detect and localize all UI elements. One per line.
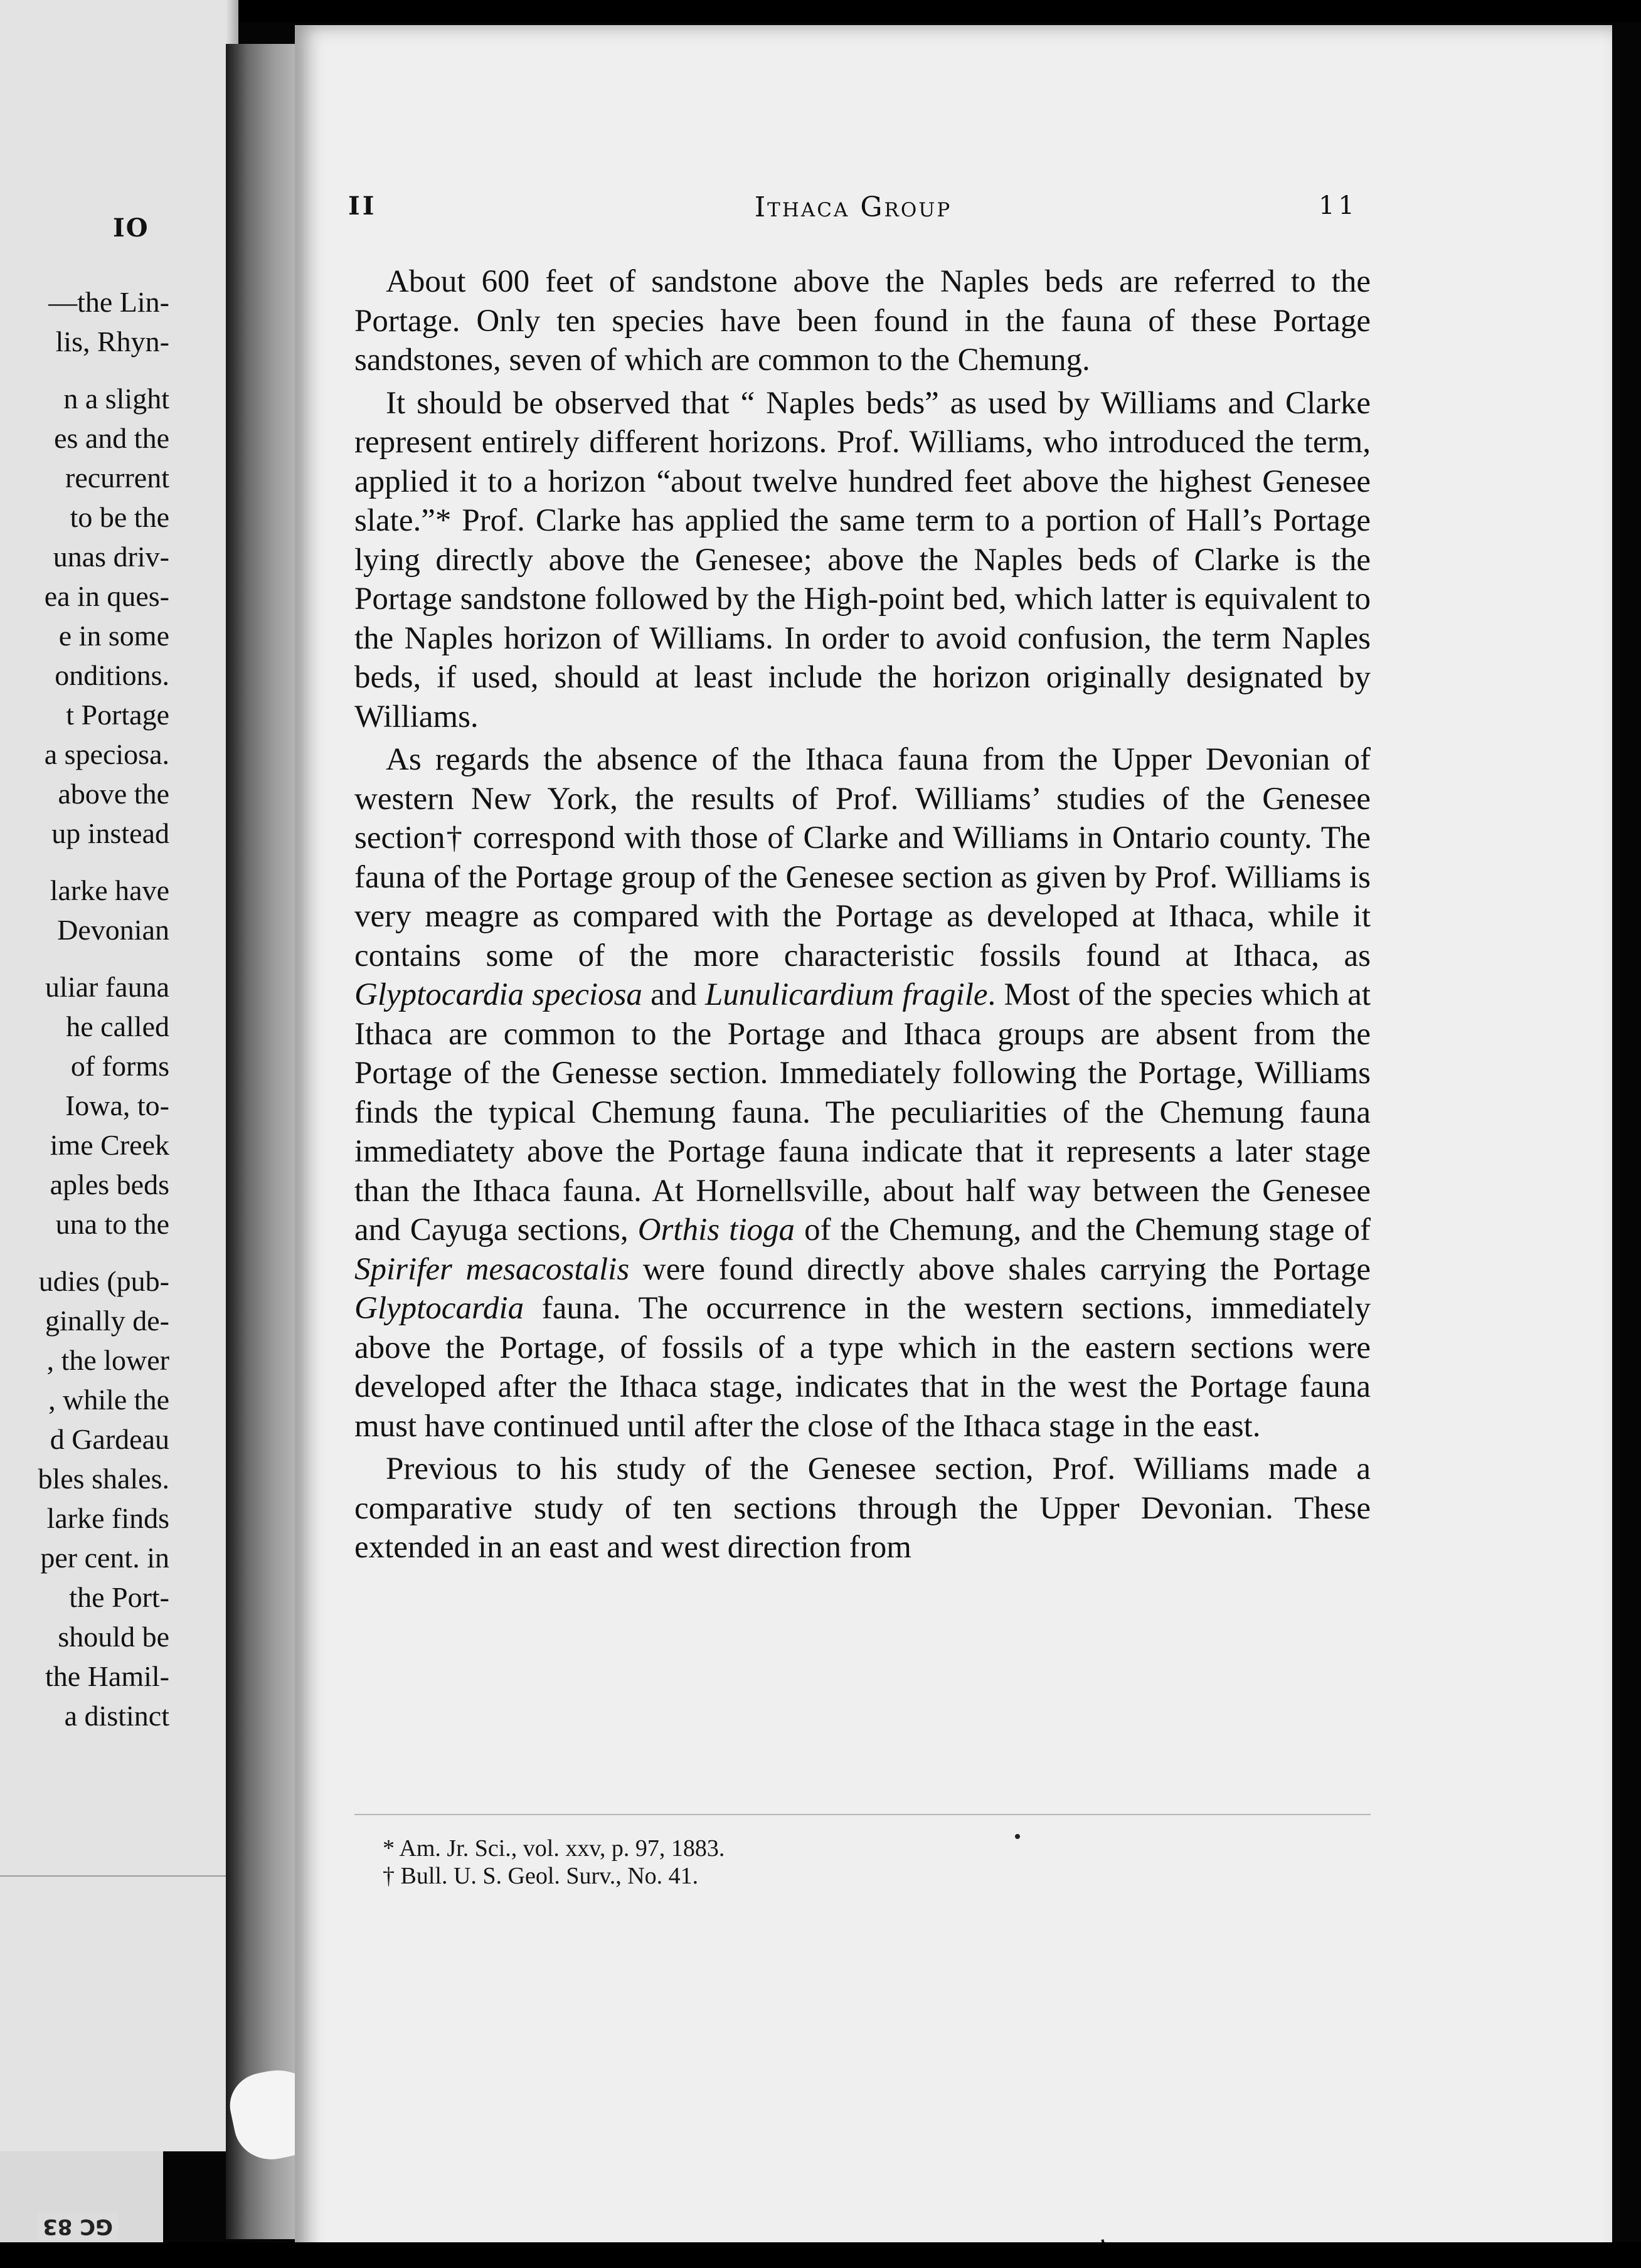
scan-top-border — [0, 0, 1641, 23]
left-page-line: onditions. — [55, 659, 169, 691]
left-page-footnote-rule — [0, 1875, 232, 1877]
left-page-line: ea in ques- — [44, 580, 169, 612]
left-page-line: lis, Rhyn- — [55, 326, 169, 358]
left-page-line: udies (pub- — [38, 1265, 169, 1297]
left-page-line: up instead — [51, 817, 169, 849]
left-page-line: should be — [58, 1621, 169, 1653]
header-section-mark: II — [348, 191, 377, 221]
taxon-name: Orthis tioga — [637, 1212, 795, 1248]
text-run: were found directly above shales carrying the Portage — [629, 1251, 1371, 1287]
left-page-line: unas driv- — [53, 541, 169, 573]
left-page-line: of forms — [70, 1050, 169, 1082]
scan-bottom-border — [0, 2242, 1641, 2268]
text-run: of the Chemung, and the Chemung stage of — [795, 1212, 1371, 1248]
left-page-fragment — [0, 0, 238, 2151]
left-page-line: larke finds — [46, 1502, 169, 1534]
page-number: 11 — [1319, 191, 1358, 220]
left-page-line: the Port- — [69, 1581, 169, 1613]
page-header — [348, 191, 1358, 229]
left-page-text — [0, 282, 169, 1735]
paragraph: Previous to his study of the Genesee section, Prof. Williams made a comparative study of ten sections through the Upper Devonian. These extended in an east and west direction from — [354, 1451, 1371, 1565]
footnotes — [383, 1835, 1261, 1890]
body-text — [354, 262, 1371, 1567]
paragraph: It should be observed that “ Naples beds” as used by Williams and Clarke represent entirely different horizons. Prof. Williams, who introduced the term, applied it to a horizon “about twelve hundred feet above the highest Genesee slate.”* Prof. Clarke has applied the same term to a portion of Hall’s Portage lying directly above the Genesee; above the Naples beds of Clarke is the Portage sandstone followed by the High-point bed, which latter is equivalent to the Naples horizon of Williams. In order to avoid confusion, the term Naples beds, if used, should at least include the horizon originally designated by Williams. — [354, 385, 1371, 734]
taxon-name: Glyptocardia — [354, 1291, 524, 1326]
left-page-line: aples beds — [50, 1168, 169, 1200]
left-page-line: , while the — [48, 1384, 169, 1416]
left-page-line: , the lower — [46, 1344, 169, 1376]
left-page-line: una to the — [55, 1208, 169, 1240]
left-page-line: es and the — [54, 422, 169, 454]
left-page-line: ime Creek — [50, 1129, 169, 1161]
left-page-line: —the Lin- — [48, 286, 169, 318]
left-page-line: the Hamil- — [45, 1660, 169, 1692]
left-page-line: d Gardeau — [50, 1423, 169, 1455]
left-page-line: ginally de- — [45, 1305, 169, 1337]
left-page-line: e in some — [58, 620, 169, 652]
paragraph: About 600 feet of sandstone above the Naples beds are referred to the Portage. Only ten species have been found in the fauna of these Portage sandstones, seven of which are common to the Chemung. — [354, 264, 1371, 378]
left-page-number: IO — [113, 213, 149, 243]
left-page-line: a speciosa. — [44, 738, 169, 770]
left-page-line: Devonian — [57, 914, 169, 946]
left-page-line: a distinct — [64, 1700, 169, 1732]
left-page-line: recurrent — [65, 462, 169, 494]
left-page-line: he called — [66, 1010, 169, 1042]
left-page-line: Iowa, to- — [65, 1089, 169, 1121]
footnote: † Bull. U. S. Geol. Surv., No. 41. — [383, 1863, 699, 1889]
left-page-line: larke have — [50, 874, 169, 906]
text-run: fauna. The occurrence in the western sections, immediately above the Portage, of fossils of a type which in the eastern sections were developed after the Ithaca stage, indicates that in the west the Portage fauna must have continued until after the close of the Ithaca stage in the east. — [354, 1291, 1371, 1444]
left-page-line: t Portage — [66, 699, 169, 731]
left-page-line: above the — [58, 778, 169, 810]
footnote: * Am. Jr. Sci., vol. xxv, p. 97, 1883. — [383, 1835, 725, 1862]
left-page-line: n a slight — [63, 383, 169, 415]
left-page-line: to be the — [70, 501, 169, 533]
taxon-name: Spirifer mesacostalis — [354, 1251, 630, 1287]
text-run: and — [642, 977, 706, 1012]
left-page-line: uliar fauna — [45, 971, 169, 1003]
left-page-line: bles shales. — [38, 1463, 169, 1495]
left-page-line: per cent. in — [40, 1542, 169, 1574]
taxon-name: Glyptocardia speciosa — [354, 977, 642, 1012]
library-stamp: GC 83 — [38, 2213, 118, 2240]
ink-speck — [1015, 1834, 1020, 1839]
footnote-rule — [354, 1814, 1371, 1815]
taxon-name: Lunulicardium fragile — [705, 977, 988, 1012]
text-run: . Most of the species which at Ithaca are common to the Portage and Ithaca groups are absent from the Portage of the Genesse section. Immediately following the Portage, Williams finds the typical Chemung fauna. The peculiarities of the Chemung fauna immediatety above the Portage fauna indicate that it represents a later stage than the Ithaca fauna. At Hornellsville, about half way between the Genesee and Cayuga sections, — [354, 977, 1371, 1248]
text-run: As regards the absence of the Ithaca fauna from the Upper Devonian of western New York, the results of Prof. Williams’ studies of the Genesee section† correspond with those of Clarke and Williams in Ontario county. The fauna of the Portage group of the Genesee section as given by Prof. Williams is very meagre as compared with the Portage as developed at Ithaca, while it contains some of the more characteristic fossils found at Ithaca, as — [354, 742, 1371, 973]
paragraph — [354, 740, 1371, 1446]
running-title: Ithaca Group — [754, 191, 952, 223]
